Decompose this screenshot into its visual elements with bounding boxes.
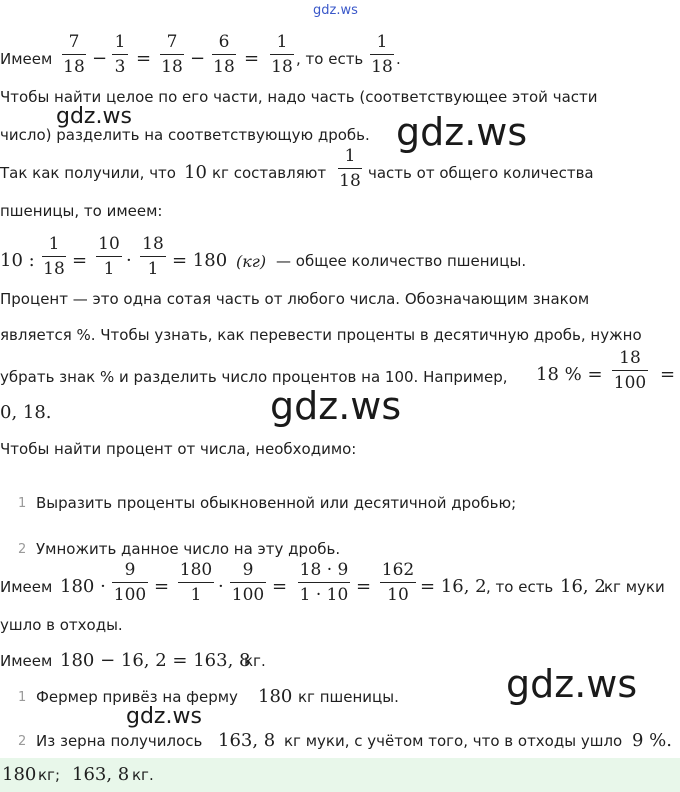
watermark-small-2: gdz.ws xyxy=(126,704,202,729)
equals-sign: = xyxy=(660,364,676,385)
para3-line1: Процент — это одна сотая часть от любого числа. Обозначающим знаком xyxy=(0,290,590,308)
fraction: 1 18 xyxy=(43,234,65,279)
fraction: 7 18 xyxy=(63,32,85,77)
fraction: 18 1 xyxy=(140,234,166,279)
list-number: 2 xyxy=(18,734,27,749)
eq4-line2: ушло в отходы. xyxy=(0,616,123,634)
equals-sign: = xyxy=(136,48,152,69)
list-item: Выразить проценты обыкновенной или десятичной дробью; xyxy=(36,494,517,512)
fraction: 7 18 xyxy=(161,32,183,77)
line1-mid-text: , то есть xyxy=(296,50,364,68)
watermark-small-1: gdz.ws xyxy=(56,104,132,129)
list-number: 1 xyxy=(18,690,27,705)
watermark-big-3: gdz.ws xyxy=(506,662,638,706)
para2-text-c: часть от общего количества xyxy=(368,164,594,182)
para3-line2: является %. Чтобы узнать, как перевести проценты в десятичную дробь, нужно xyxy=(0,326,642,344)
dot-operator: · xyxy=(218,576,224,597)
line1-lead: Имеем xyxy=(0,50,53,68)
fraction: 6 18 xyxy=(213,32,235,77)
fraction: 1 18 xyxy=(371,32,393,77)
minus-sign: − xyxy=(92,48,108,69)
summary-text: кг муки, с учётом того, что в отходы ушло xyxy=(284,732,623,750)
fraction: 180 1 xyxy=(179,560,213,605)
para3-line4: 0, 18. xyxy=(0,402,52,423)
number-10: 10 xyxy=(184,162,207,183)
fraction: 9 100 xyxy=(231,560,265,605)
list-number: 1 xyxy=(18,496,27,511)
eq4-tail: кг муки xyxy=(604,578,665,596)
eq3-unit: (кг) xyxy=(236,252,267,271)
eq5-expression: 180 − 16, 2 = 163, 8 xyxy=(60,650,251,671)
para1-line2: число) разделить на соответствующую дробь. xyxy=(0,126,370,144)
equals-sign: = xyxy=(72,250,88,271)
fraction: 10 1 xyxy=(96,234,122,279)
fraction: 162 10 xyxy=(381,560,415,605)
minus-sign: − xyxy=(190,48,206,69)
fraction: 18 · 9 1 · 10 xyxy=(299,560,349,605)
equals-sign: = xyxy=(356,576,372,597)
fraction: 9 100 xyxy=(113,560,147,605)
summary-value: 180 xyxy=(258,686,293,707)
para2-text-a: Так как получили, что xyxy=(0,164,176,182)
eq4-mid-text: , то есть xyxy=(486,578,554,596)
summary-text: Фермер привёз на ферму xyxy=(36,688,238,706)
eq5-lead: Имеем xyxy=(0,652,53,670)
eq3-start: 10 : xyxy=(0,250,35,271)
watermark-top: gdz.ws xyxy=(313,3,358,18)
equals-sign: = xyxy=(154,576,170,597)
answer-unit: кг. xyxy=(132,766,154,784)
watermark-big-1: gdz.ws xyxy=(396,110,528,154)
eq5-unit: кг. xyxy=(244,652,266,670)
summary-text: Из зерна получилось xyxy=(36,732,203,750)
summary-text: кг пшеницы. xyxy=(298,688,399,706)
fraction: 1 18 xyxy=(339,146,361,191)
para2-text-b: кг составляют xyxy=(212,164,327,182)
answer-box xyxy=(0,758,680,792)
eq4-lead: Имеем xyxy=(0,578,53,596)
list-number: 2 xyxy=(18,542,27,557)
para2-line2: пшеницы, то имеем: xyxy=(0,202,163,220)
eq4-value: 16, 2 xyxy=(560,576,606,597)
period: . xyxy=(396,50,401,68)
summary-percent: 9 %. xyxy=(632,730,672,751)
summary-value: 163, 8 xyxy=(218,730,276,751)
eq4-start: 180 · xyxy=(60,576,106,597)
fraction: 1 3 xyxy=(112,32,128,77)
eq4-result: = 16, 2 xyxy=(420,576,487,597)
percent-expression: 18 % = xyxy=(536,364,603,385)
para3-line3-text: убрать знак % и разделить число процентов на 100. Например, xyxy=(0,368,508,386)
eq3-tail: — общее количество пшеницы. xyxy=(276,252,527,270)
para1-line1: Чтобы найти целое по его части, надо часть (соответствующее этой части xyxy=(0,88,598,106)
list-item: Умножить данное число на эту дробь. xyxy=(36,540,341,558)
watermark-big-2: gdz.ws xyxy=(270,384,402,428)
answer-value: 180 xyxy=(2,764,37,785)
answer-unit: кг; xyxy=(38,766,60,784)
equals-sign: = xyxy=(272,576,288,597)
fraction: 1 18 xyxy=(271,32,293,77)
para4: Чтобы найти процент от числа, необходимо: xyxy=(0,440,357,458)
answer-value: 163, 8 xyxy=(72,764,130,785)
eq3-result: = 180 xyxy=(172,250,228,271)
equals-sign: = xyxy=(244,48,260,69)
dot-operator: · xyxy=(126,250,132,271)
fraction: 18 100 xyxy=(613,348,647,393)
